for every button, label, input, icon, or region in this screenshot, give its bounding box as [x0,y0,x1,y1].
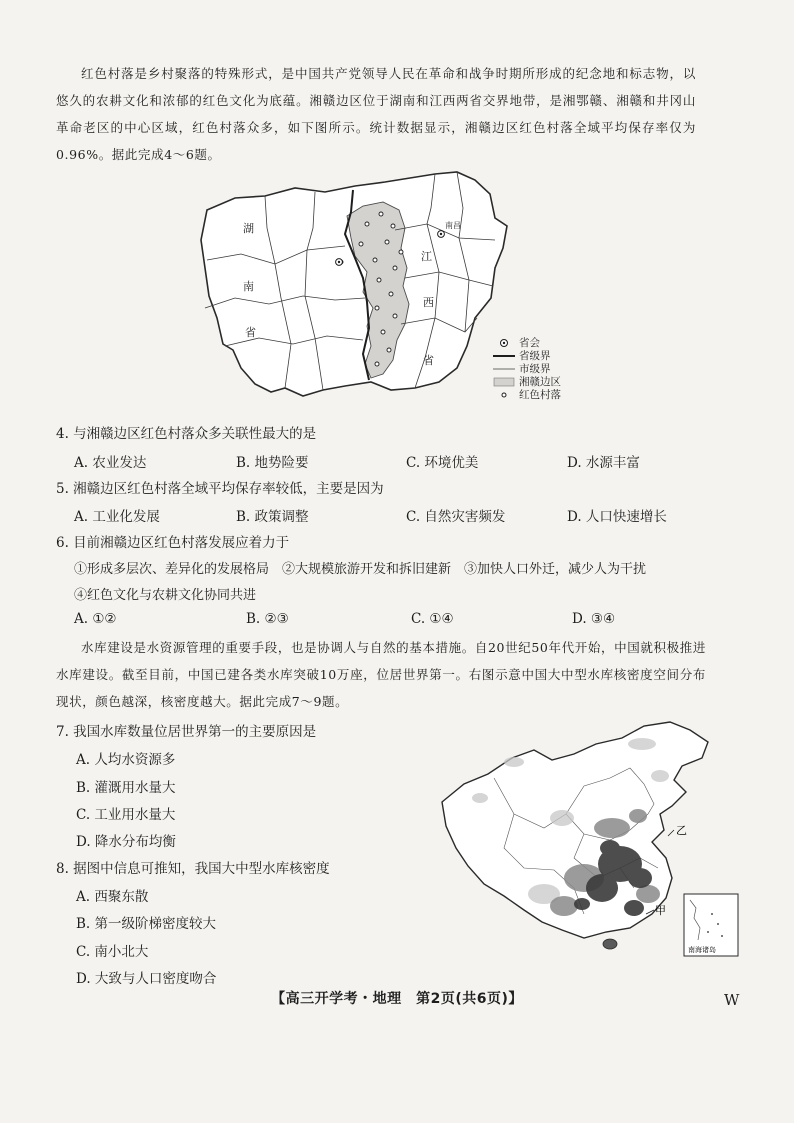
label-hu: 湖 [243,222,254,235]
q8-option-d: D. 大致与人口密度吻合 [76,971,217,987]
page-footer: 【高三开学考・地理 第2页(共6页)】 [271,991,523,1007]
inset-label: 南海诸岛 [688,946,716,954]
question-7-stem: 7. 我国水库数量位居世界第一的主要原因是 [56,724,317,740]
passage-red-villages: 红色村落是乡村聚落的特殊形式，是中国共产党领导人民在革命和战争时期所形成的纪念地和标志物，以悠久的农耕文化和浓郁的红色文化为底蕴。湘赣边区位于湖南和江西两省交界地带，是湘鄂赣、湘赣和井冈山革命老区的中心区域，红色村落众多，如下图所示。统计数据显示，湘赣边区红色村落全域平均保存率仅为0.96%。据此完成4～6题。 [56,66,696,162]
label-yi: 乙 [676,824,687,837]
capital-symbol-icon [493,338,515,348]
q6-option-d: D. ③④ [572,611,616,627]
q7-option-b: B. 灌溉用水量大 [76,780,176,796]
q6-statement-line1: ①形成多层次、差异化的发展格局 ②大规模旅游开发和拆旧建新 ③加快人口外迁，减少人为干扰 [74,562,647,577]
legend-province-border: 省级界 [519,350,551,362]
label-nan: 南 [243,280,254,293]
q7-option-c: C. 工业用水量大 [76,807,176,823]
china-map-svg [434,718,744,962]
question-4-stem: 4. 与湘赣边区红色村落众多关联性最大的是 [56,426,317,442]
label-jiang: 江 [421,250,432,263]
q5-option-a: A. 工业化发展 [74,509,160,525]
q6-statement-line2: ④红色文化与农耕文化协同共进 [74,588,257,603]
label-xi: 西 [423,296,434,309]
q4-option-a: A. 农业发达 [74,455,147,471]
q4-option-c: C. 环境优美 [406,455,479,471]
question-5-stem: 5. 湘赣边区红色村落全域平均保存率较低，主要是因为 [56,481,384,497]
china-reservoir-density-map [434,718,744,962]
label-nanchang: 南昌 [445,221,461,230]
label-jia: 甲 [655,904,666,917]
legend-city-border: 市级界 [519,363,551,375]
q5-option-d: D. 人口快速增长 [567,509,667,525]
q5-option-b: B. 政策调整 [236,509,309,525]
red-village-symbol-icon [493,390,515,400]
passage-reservoirs: 水库建设是水资源管理的重要手段，也是协调人与自然的基本措施。自20世纪50年代开始，中国就积极推进水库建设。截至目前，中国已建各类水库突破10万座，位居世界第一。右图示意中国大中型水库核密度空间分布现状，颜色越深，核密度越大。据此完成7～9题。 [56,640,706,709]
q6-option-c: C. ①④ [411,611,454,627]
legend-capital: 省会 [519,337,540,349]
label-sheng-left: 省 [245,326,256,339]
border-region-swatch-icon [493,377,515,387]
q4-option-b: B. 地势险要 [236,455,309,471]
province-border-icon [493,353,515,359]
q4-option-d: D. 水源丰富 [567,455,640,471]
city-border-icon [493,366,515,372]
q7-option-a: A. 人均水资源多 [76,752,176,768]
q7-option-d: D. 降水分布均衡 [76,834,176,850]
question-8-stem: 8. 据图中信息可推知，我国大中型水库核密度 [56,861,330,877]
question-6-stem: 6. 目前湘赣边区红色村落发展应着力于 [56,535,290,551]
map-legend [493,336,561,401]
corner-mark: W [724,991,740,1009]
legend-border-region: 湘赣边区 [519,376,561,388]
q6-option-a: A. ①② [74,611,117,627]
q8-option-c: C. 南小北大 [76,944,149,960]
q8-option-b: B. 第一级阶梯密度较大 [76,916,217,932]
q6-option-b: B. ②③ [246,611,289,627]
legend-red-village: 红色村落 [519,389,561,401]
label-sheng-right: 省 [423,354,434,367]
q8-option-a: A. 西聚东散 [76,889,149,905]
q5-option-c: C. 自然灾害频发 [406,509,506,525]
